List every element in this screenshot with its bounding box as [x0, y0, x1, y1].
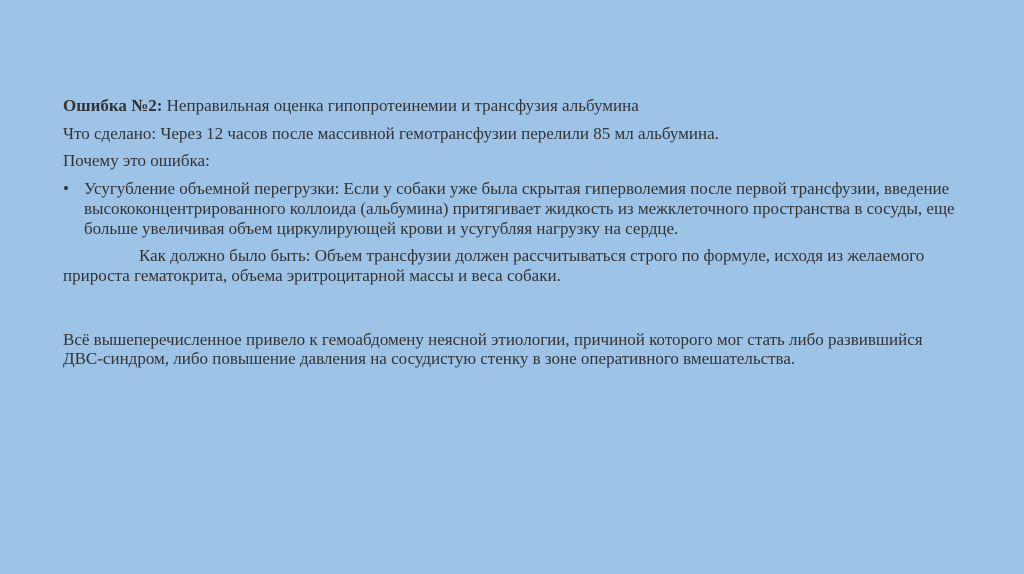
error-label: Ошибка №2:: [63, 96, 163, 115]
reason-text: Усугубление объемной перегрузки: Если у собаки уже была скрытая гиперволемия после первой трансфузии, введение высококонцентрированного коллоида (альбумина) притягивает жидкость из межклеточного пространства в сосуды, еще больше увеличивая объем циркулирующей крови и усугубляя нагрузку на сердце.: [84, 179, 955, 238]
conclusion: Всё вышеперечисленное привело к гемоабдомену неясной этиологии, причиной которого мог стать либо развившийся ДВС-синдром, либо повышение давления на сосудистую стенку в зоне оперативного вмешательства.: [63, 329, 923, 369]
spacer: [63, 143, 963, 151]
slide-content: [63, 96, 963, 369]
reason-item: [63, 179, 963, 238]
spacer: [63, 116, 963, 124]
reasons-list: [63, 179, 963, 238]
error-heading: [63, 96, 963, 116]
what-was-done: Что сделано: Через 12 часов после массивной гемотрансфузии перелили 85 мл альбумина.: [63, 123, 719, 143]
spacer-large: [63, 286, 963, 330]
why-heading: Почему это ошибка:: [63, 151, 210, 171]
spacer: [63, 238, 963, 246]
bullet-icon: •: [63, 179, 69, 199]
correct-approach: Как должно было быть: Объем трансфузии должен рассчитываться строго по формуле, исходя из желаемого прироста гематокрита, объема эритроцитарной массы и веса собаки.: [63, 246, 925, 286]
error-title: Неправильная оценка гипопротеинемии и трансфузия альбумина: [162, 96, 639, 115]
spacer: [63, 171, 963, 179]
